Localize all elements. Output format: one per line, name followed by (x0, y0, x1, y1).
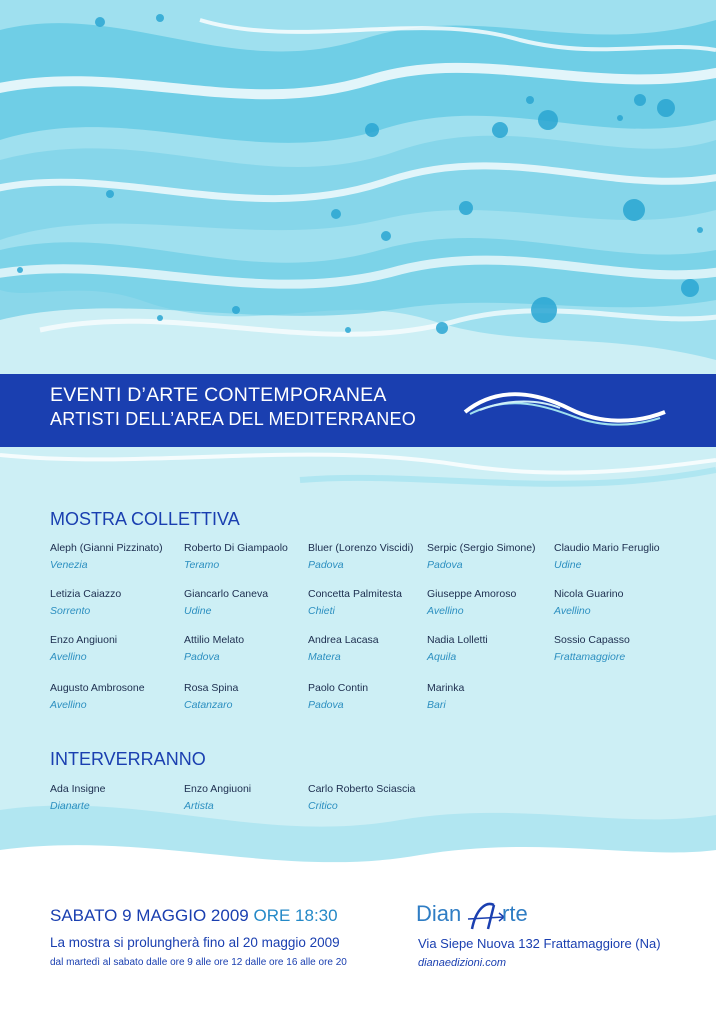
event-date: SABATO 9 MAGGIO 2009 (50, 906, 249, 925)
artist-city: Avellino (50, 651, 87, 663)
artist-name: Roberto Di Giampaolo (184, 542, 288, 554)
artist-entry (308, 633, 379, 664)
artist-entry (308, 681, 368, 712)
artist-city: Frattamaggiore (554, 651, 626, 663)
artist-entry (554, 633, 630, 664)
artist-city: Catanzaro (184, 699, 233, 711)
event-date-time (50, 906, 338, 926)
event-extension: La mostra si prolungherà fino al 20 maggio 2009 (50, 935, 340, 950)
artist-name: Bluer (Lorenzo Viscidi) (308, 542, 414, 554)
speaker-name: Ada Insigne (50, 783, 106, 795)
artist-entry (427, 633, 488, 664)
artist-name: Claudio Mario Feruglio (554, 542, 660, 554)
artist-city: Padova (308, 699, 344, 711)
artist-name: Nicola Guarino (554, 588, 624, 600)
artist-city: Sorrento (50, 605, 91, 617)
artist-entry (184, 541, 288, 572)
artist-name: Paolo Contin (308, 682, 369, 694)
event-time: ORE 18:30 (253, 906, 338, 925)
artist-entry (50, 633, 117, 664)
logo-text-left: Dian (416, 901, 462, 926)
artist-entry (184, 587, 268, 618)
artist-entry (308, 587, 402, 618)
artist-city: Aquila (427, 651, 457, 663)
speaker-role: Critico (308, 800, 338, 812)
artist-name: Andrea Lacasa (308, 634, 379, 646)
speaker-entry (50, 782, 105, 813)
artist-city: Avellino (427, 605, 464, 617)
bow-arrow-icon (466, 899, 506, 933)
artist-city: Bari (427, 699, 446, 711)
artist-entry (308, 541, 413, 572)
speaker-role: Dianarte (50, 800, 90, 812)
artist-city: Padova (308, 559, 344, 571)
artist-name: Rosa Spina (184, 682, 239, 694)
artist-city: Teramo (184, 559, 220, 571)
artist-entry (554, 541, 660, 572)
speaker-entry (308, 782, 415, 813)
artist-entry (50, 681, 145, 712)
artist-entry (184, 633, 244, 664)
artist-city: Udine (554, 559, 582, 571)
artist-name: Serpic (Sergio Simone) (427, 542, 536, 554)
speaker-name: Carlo Roberto Sciascia (308, 783, 416, 795)
artist-name: Aleph (Gianni Pizzinato) (50, 542, 163, 554)
artist-entry (184, 681, 238, 712)
artist-name: Letizia Caiazzo (50, 588, 122, 600)
artist-city: Udine (184, 605, 212, 617)
artist-name: Sossio Capasso (554, 634, 630, 646)
artist-name: Concetta Palmitesta (308, 588, 402, 600)
artist-entry (554, 587, 623, 618)
dianarte-logo (416, 899, 546, 933)
artist-entry (427, 587, 516, 618)
banner-subtitle: ARTISTI DELL’AREA DEL MEDITERRANEO (50, 409, 416, 429)
artist-entry (427, 541, 536, 572)
artist-name: Giancarlo Caneva (184, 588, 269, 600)
logo-text-right: rte (502, 901, 528, 926)
artist-name: Augusto Ambrosone (50, 682, 145, 694)
artist-name: Giuseppe Amoroso (427, 588, 517, 600)
artist-name: Marinka (427, 682, 465, 694)
artist-name: Enzo Angiuoni (50, 634, 118, 646)
artist-name: Attilio Melato (184, 634, 245, 646)
website-link[interactable]: dianaedizioni.com (418, 957, 507, 969)
artist-entry (427, 681, 464, 712)
wave-logo-icon (460, 384, 670, 434)
artist-entry (50, 587, 121, 618)
address: Via Siepe Nuova 132 Frattamaggiore (Na) (418, 936, 661, 951)
artist-city: Matera (308, 651, 341, 663)
speaker-entry (184, 782, 251, 813)
exhibition-heading: MOSTRA COLLETTIVA (50, 509, 240, 529)
artist-city: Padova (184, 651, 220, 663)
artist-city: Padova (427, 559, 463, 571)
speaker-role: Artista (184, 800, 214, 812)
speaker-name: Enzo Angiuoni (184, 783, 252, 795)
artist-name: Nadia Lolletti (427, 634, 488, 646)
artist-city: Venezia (50, 559, 88, 571)
artist-city: Chieti (308, 605, 335, 617)
artist-entry (50, 541, 163, 572)
speakers-heading: INTERVERRANNO (50, 749, 206, 769)
artist-city: Avellino (50, 699, 87, 711)
opening-hours: dal martedì al sabato dalle ore 9 alle ore 12 dalle ore 16 alle ore 20 (50, 957, 347, 968)
banner-title: EVENTI D’ARTE CONTEMPORANEA (50, 384, 387, 406)
artist-city: Avellino (554, 605, 591, 617)
